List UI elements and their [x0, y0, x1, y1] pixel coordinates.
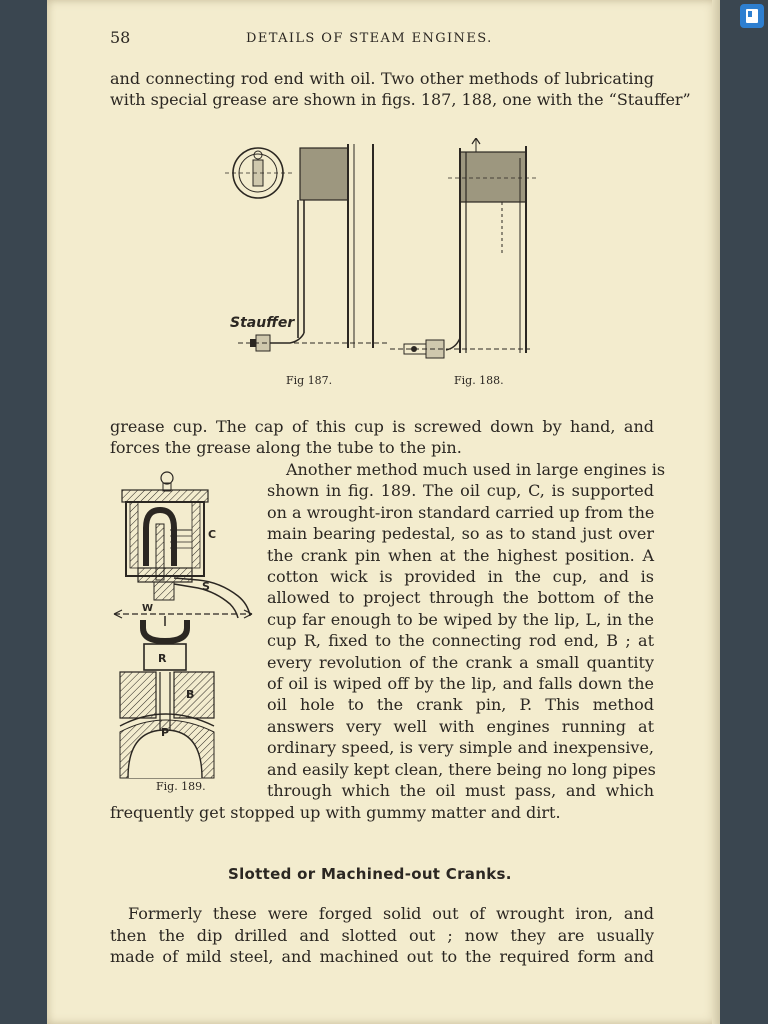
text-line: ordinary speed, is very simple and inexpensive,	[267, 738, 654, 758]
figure-187-188	[220, 138, 540, 390]
label-c: C	[208, 528, 217, 541]
page-edge	[712, 0, 720, 1024]
text-line: answers very well with engines running at	[267, 716, 654, 736]
section-heading: Slotted or Machined-out Cranks.	[228, 865, 512, 883]
text-line: the crank pin when at the highest position. A	[267, 545, 654, 565]
text-line: main bearing pedestal, so as to stand just over	[267, 524, 654, 544]
text-line: Another method much used in large engines is	[286, 460, 666, 479]
page-icon	[746, 9, 758, 23]
connecting-rod-end	[120, 672, 214, 778]
text-line: Formerly these were forged solid out of wrought iron, and	[128, 904, 654, 923]
text-line: then the dip drilled and slotted out ; now they are usually	[110, 926, 654, 945]
fig-188-bearing	[390, 138, 538, 358]
page-view-button[interactable]	[740, 4, 764, 28]
fig-188-caption: Fig. 188.	[454, 374, 504, 387]
text-line: and easily kept clean, there being no long pipes	[267, 759, 656, 779]
label-r: R	[158, 652, 167, 665]
label-p: P	[161, 726, 170, 739]
text-line: every revolution of the crank a small quantity	[267, 652, 654, 672]
text-line: shown in fig. 189. The oil cup, C, is supported	[267, 481, 654, 501]
text-line: frequently get stopped up with gummy matter and dirt.	[110, 803, 561, 822]
text-line: cup far enough to be wiped by the lip, L, in the	[267, 609, 654, 629]
text-line: of oil is wiped off by the lip, and falls down the	[267, 674, 654, 693]
figure-189	[110, 468, 260, 780]
text-line: on a wrought-iron standard carried up from the	[267, 502, 655, 522]
text-line: grease cup. The cap of this cup is screwed down by hand, and	[110, 417, 654, 436]
text-line: cotton wick is provided in the cup, and is	[267, 567, 654, 586]
text-line: with special grease are shown in figs. 187, 188, one with the “Stauffer”	[110, 90, 691, 109]
text-line: oil hole to the crank pin, P. This method	[267, 695, 654, 715]
fig-189-caption: Fig. 189.	[156, 780, 206, 793]
text-line: and connecting rod end with oil. Two other methods of lubricating	[110, 69, 654, 88]
page-number: 58	[110, 28, 131, 47]
text-line: through which the oil must pass, and which	[267, 781, 654, 800]
text-line: made of mild steel, and machined out to the required form and	[110, 947, 654, 966]
text-line: cup R, fixed to the connecting rod end, B ; at	[267, 631, 654, 651]
oil-cup	[122, 472, 208, 600]
fig-187-caption: Fig 187.	[286, 374, 333, 387]
running-head: DETAILS OF STEAM ENGINES.	[246, 31, 493, 46]
label-b: B	[186, 688, 195, 701]
stauffer-cup-top-view	[225, 148, 292, 198]
text-line: forces the grease along the tube to the pin.	[110, 438, 462, 457]
label-w: W	[142, 603, 154, 614]
stauffer-label: Stauffer	[230, 315, 295, 331]
label-s: S	[202, 580, 210, 593]
text-line: allowed to project through the bottom of the	[267, 588, 654, 608]
